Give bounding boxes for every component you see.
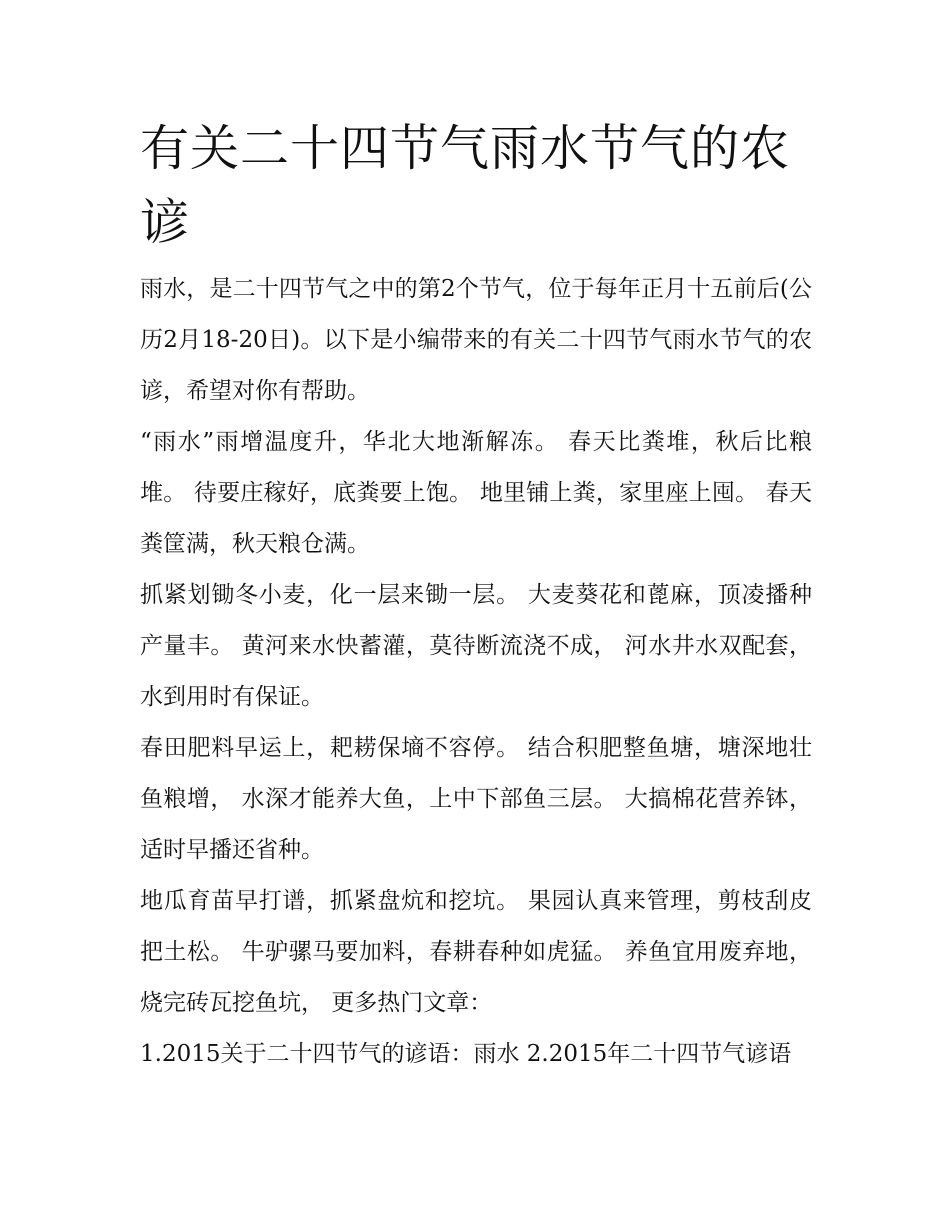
proverb-paragraph-4: 地瓜育苗早打谱，抓紧盘炕和挖坑。 果园认真来管理，剪枝刮皮把土松。 牛驴骡马要加料，春耕春种如虎猛。 养鱼宜用废弃地，烧完砖瓦挖鱼坑， 更多热门文章： [140,888,812,1016]
proverb-paragraph-1: “雨水”雨增温度升，华北大地渐解冻。 春天比粪堆，秋后比粮堆。 待要庄稼好，底粪要上饱。 地里铺上粪，家里座上囤。 春天粪筐满，秋天粮仓满。 [140,429,812,557]
document-page [140,112,812,1080]
intro-paragraph: 雨水，是二十四节气之中的第2个节气，位于每年正月十五前后(公历2月18-20日)。以下是小编带来的有关二十四节气雨水节气的农谚，希望对你有帮助。 [140,276,812,404]
proverb-paragraph-2: 抓紧划锄冬小麦，化一层来锄一层。 大麦葵花和蓖麻，顶凌播种产量丰。 黄河来水快蓄灌，莫待断流浇不成， 河水井水双配套，水到用时有保证。 [140,582,812,710]
document-title: 有关二十四节气雨水节气的农谚 [140,120,791,251]
proverb-paragraph-3: 春田肥料早运上，耙耢保墒不容停。 结合积肥整鱼塘，塘深地壮鱼粮增， 水深才能养大鱼，上中下部鱼三层。 大搞棉花营养钵，适时早播还省种。 [140,735,812,863]
related-articles-paragraph: 1.2015关于二十四节气的谚语：雨水 2.2015年二十四节气谚语 [140,1041,792,1067]
